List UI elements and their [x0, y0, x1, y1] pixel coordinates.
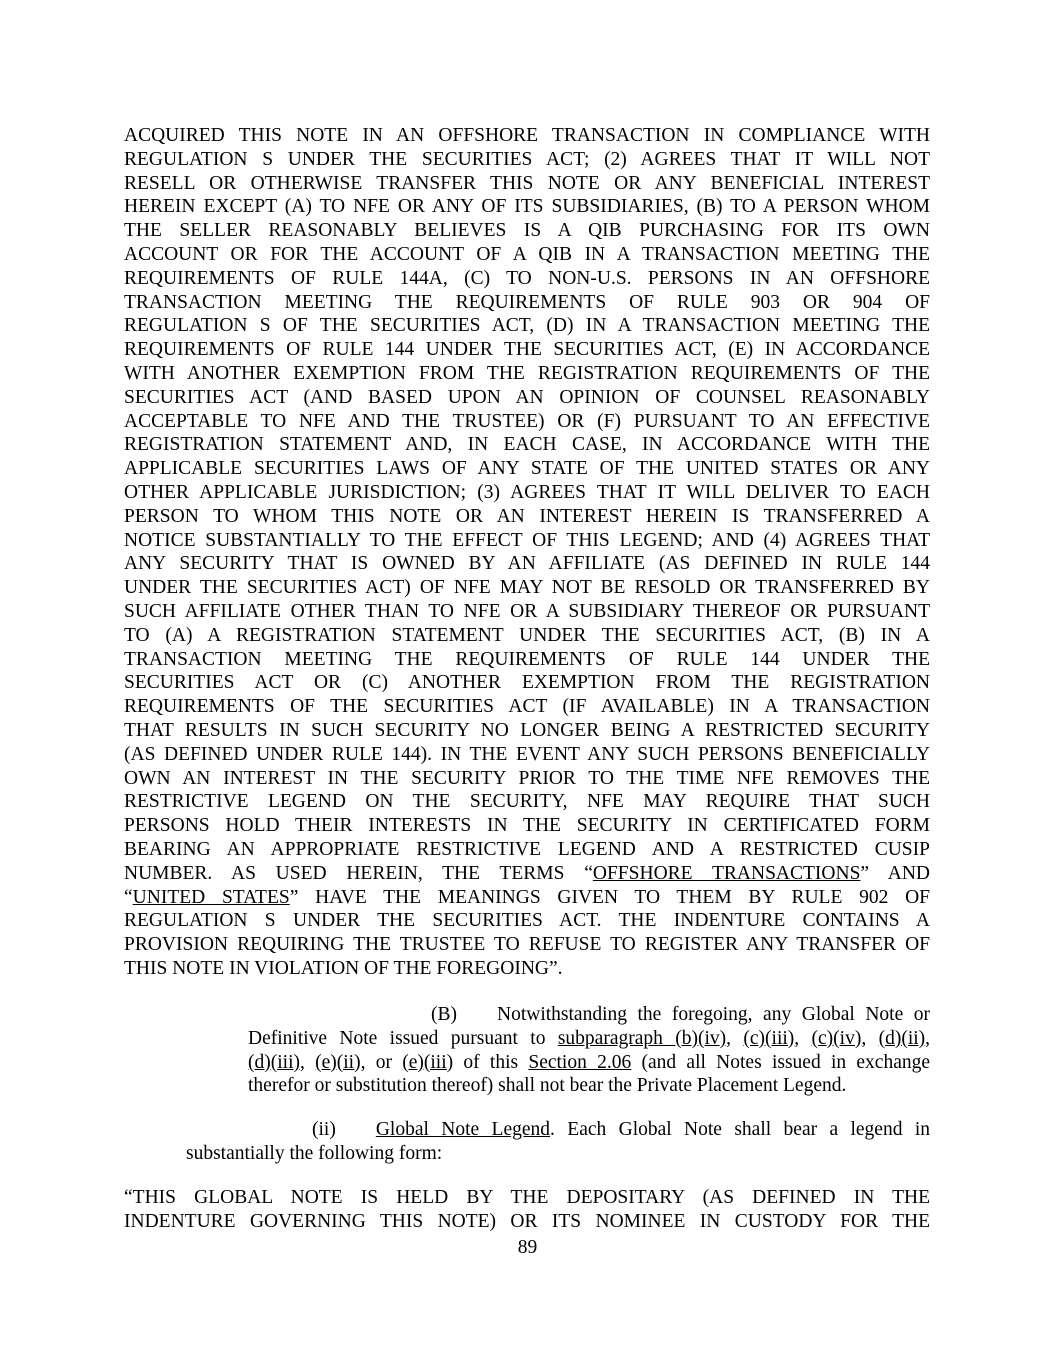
paragraph-marker: (B) [431, 1004, 457, 1025]
legend-line: RESTRICTIVE LEGEND ON THE SECURITY, NFE MAY REQUIRE THAT SUCH [124, 791, 930, 813]
legend-line: TO (A) A REGISTRATION STATEMENT UNDER THE SECURITIES ACT, (B) IN A [124, 624, 930, 646]
paragraph-text: , or [360, 1051, 403, 1073]
legend-text: ” HAVE THE MEANINGS GIVEN TO THEM BY RULE 902 OF [289, 886, 930, 908]
cross-reference-link[interactable]: (e)(ii) [315, 1051, 361, 1073]
legend-line: SECURITIES ACT OR (C) ANOTHER EXEMPTION FROM THE REGISTRATION [124, 672, 930, 694]
cross-reference-link[interactable]: (e)(iii) [402, 1051, 454, 1073]
paragraph-b-line: Definitive Note issued pursuant to subparagraph (b)(iv), (c)(iii), (c)(iv), (d)(ii), [248, 1027, 931, 1049]
legend-line: INDENTURE GOVERNING THIS NOTE) OR ITS NOMINEE IN CUSTODY FOR THE [124, 1210, 930, 1232]
defined-term-offshore-transactions: OFFSHORE TRANSACTIONS [592, 862, 861, 884]
legend-text: ” AND [860, 862, 931, 884]
paragraph-text: (and all Notes issued in exchange [631, 1051, 931, 1073]
cross-reference-link[interactable]: (d)(ii) [878, 1027, 926, 1049]
legend-line: OTHER APPLICABLE JURISDICTION; (3) AGREES THAT IT WILL DELIVER TO EACH [124, 481, 930, 503]
legend-line: PERSONS HOLD THEIR INTERESTS IN THE SECURITY IN CERTIFICATED FORM [124, 815, 930, 837]
legend-line: REQUIREMENTS OF RULE 144A, (C) TO NON-U.S. PERSONS IN AN OFFSHORE [124, 267, 930, 289]
legend-line: WITH ANOTHER EXEMPTION FROM THE REGISTRATION REQUIREMENTS OF THE [124, 362, 930, 384]
legend-line: OWN AN INTEREST IN THE SECURITY PRIOR TO THE TIME NFE REMOVES THE [124, 767, 930, 789]
legend-line: THAT RESULTS IN SUCH SECURITY NO LONGER BEING A RESTRICTED SECURITY [124, 719, 930, 741]
legend-text: “ [124, 886, 133, 908]
legend-text: NUMBER. AS USED HEREIN, THE TERMS “ [124, 862, 593, 884]
paragraph-b-line: (d)(iii), (e)(ii), or (e)(iii) of this Section 2.06 (and all Notes issued in exchange [248, 1051, 931, 1073]
section-reference-link[interactable]: Section 2.06 [528, 1051, 632, 1073]
legend-line: REQUIREMENTS OF RULE 144 UNDER THE SECURITIES ACT, (E) IN ACCORDANCE [124, 339, 930, 361]
paragraph-b [248, 1003, 930, 1098]
legend-line: REGULATION S OF THE SECURITIES ACT, (D) IN A TRANSACTION MEETING THE [124, 315, 930, 337]
page-number: 89 [517, 1237, 538, 1258]
paragraph-text: . Each Global Note shall bear a legend in [550, 1119, 931, 1140]
legend-line: REGISTRATION STATEMENT AND, IN EACH CASE, IN ACCORDANCE WITH THE [124, 434, 930, 456]
global-note-legend-text [124, 1186, 930, 1234]
legend-line: TRANSACTION MEETING THE REQUIREMENTS OF RULE 144 UNDER THE [124, 648, 930, 670]
section-heading: Global Note Legend [375, 1119, 551, 1140]
paragraph-ii-line: substantially the following form: [186, 1142, 443, 1164]
paragraph-text: Notwithstanding the foregoing, any Global Note or [497, 1004, 930, 1025]
legend-line: REQUIREMENTS OF THE SECURITIES ACT (IF AVAILABLE) IN A TRANSACTION [124, 696, 930, 718]
legend-line: ACQUIRED THIS NOTE IN AN OFFSHORE TRANSACTION IN COMPLIANCE WITH [124, 125, 930, 146]
cross-reference-link[interactable]: (d)(iii) [248, 1051, 300, 1073]
legend-line: REGULATION S UNDER THE SECURITIES ACT; (2) AGREES THAT IT WILL NOT [124, 148, 930, 170]
paragraph-marker: (ii) [312, 1119, 336, 1140]
legend-line: (AS DEFINED UNDER RULE 144). IN THE EVENT ANY SUCH PERSONS BENEFICIALLY [124, 743, 930, 765]
paragraph-text: of this [453, 1051, 529, 1073]
legend-line: ACCEPTABLE TO NFE AND THE TRUSTEE) OR (F) PURSUANT TO AN EFFECTIVE [124, 410, 930, 432]
cross-reference-link[interactable]: (c)(iv) [811, 1027, 862, 1049]
cross-reference-link[interactable]: subparagraph (b)(iv) [557, 1027, 727, 1049]
legend-line-terms [124, 862, 930, 886]
defined-term-united-states: UNITED STATES [132, 886, 290, 908]
legend-line: BEARING AN APPROPRIATE RESTRICTIVE LEGEND AND A RESTRICTED CUSIP [124, 838, 930, 860]
paragraph-b-line [248, 1003, 930, 1027]
legend-line: HEREIN EXCEPT (A) TO NFE OR ANY OF ITS SUBSIDIARIES, (B) TO A PERSON WHOM [124, 196, 930, 218]
legend-line: SUCH AFFILIATE OTHER THAN TO NFE OR A SUBSIDIARY THEREOF OR PURSUANT [124, 600, 930, 622]
legend-line: PERSON TO WHOM THIS NOTE OR AN INTEREST HEREIN IS TRANSFERRED A [124, 505, 930, 527]
paragraph-ii-line [186, 1118, 930, 1142]
restrictive-legend-text [124, 124, 930, 981]
paragraph-b-line: therefor or substitution thereof) shall not bear the Private Placement Legend. [248, 1075, 847, 1097]
legend-line: PROVISION REQUIRING THE TRUSTEE TO REFUSE TO REGISTER ANY TRANSFER OF [124, 934, 930, 956]
legend-line: SECURITIES ACT (AND BASED UPON AN OPINION OF COUNSEL REASONABLY [124, 386, 930, 408]
legend-line: UNDER THE SECURITIES ACT) OF NFE MAY NOT BE RESOLD OR TRANSFERRED BY [124, 577, 930, 599]
legend-line: “THIS GLOBAL NOTE IS HELD BY THE DEPOSITARY (AS DEFINED IN THE [124, 1187, 930, 1208]
legend-line: ACCOUNT OR FOR THE ACCOUNT OF A QIB IN A TRANSACTION MEETING THE [124, 243, 930, 265]
paragraph-text: Definitive Note issued pursuant to [248, 1027, 558, 1049]
legend-line: NOTICE SUBSTANTIALLY TO THE EFFECT OF THIS LEGEND; AND (4) AGREES THAT [124, 529, 930, 551]
legend-line: RESELL OR OTHERWISE TRANSFER THIS NOTE OR ANY BENEFICIAL INTEREST [124, 172, 930, 194]
legend-line: THIS NOTE IN VIOLATION OF THE FOREGOING”. [124, 957, 563, 979]
legend-line: REGULATION S UNDER THE SECURITIES ACT. THE INDENTURE CONTAINS A [124, 910, 930, 932]
legend-line-terms [124, 886, 930, 910]
legend-line: APPLICABLE SECURITIES LAWS OF ANY STATE OF THE UNITED STATES OR ANY [124, 458, 930, 480]
legend-line: ANY SECURITY THAT IS OWNED BY AN AFFILIATE (AS DEFINED IN RULE 144 [124, 553, 930, 575]
legend-line: THE SELLER REASONABLY BELIEVES IS A QIB PURCHASING FOR ITS OWN [124, 220, 930, 242]
paragraph-ii [186, 1118, 930, 1166]
legend-line: TRANSACTION MEETING THE REQUIREMENTS OF RULE 903 OR 904 OF [124, 291, 930, 313]
cross-reference-link[interactable]: (c)(iii) [743, 1027, 795, 1049]
